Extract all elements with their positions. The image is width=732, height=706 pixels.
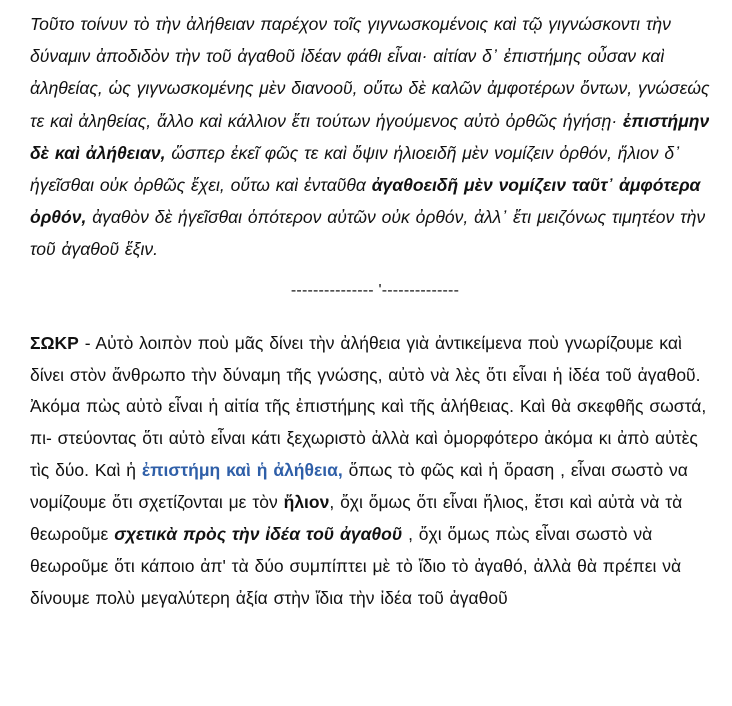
ancient-text-3: ἀγαθὸν δὲ ἡγεῖσθαι ὁπότερον αὐτῶν οὐκ ὀρθόν, ἀλλ᾽ ἔτι μειζόνως τιμητέον τὴν τοῦ ἀγαθοῦ ἕξιν.: [30, 207, 706, 260]
document-page: [30, 8, 720, 615]
modern-text-1: - Αὐτὸ λοιπὸν ποὺ μᾶς δίνει τὴν ἀλήθεια γιὰ ἀντικείμενα ποὺ γνωρίζουμε καὶ δίνει στὸν ἄνθρωπο τὴν δύναμη τῆς γνώσης, αὐτὸ νὰ λὲς ὅτι εἶναι ἡ ἰδέα τοῦ ἀγαθοῦ. Ἀκόμα πὼς αὐτὸ εἶναι ἡ αἰτία τῆς ἐπιστήμης καὶ τῆς ἀλήθειας. Καὶ θὰ σκεφθῆς σωστά, πι- στεύοντας ὅτι αὐτὸ εἶναι κάτι ξεχωριστὸ ἀλλὰ καὶ ὀμορφότερο ἀκόμα κι ἀπὸ αὐτὲς τὶς δύο. Καὶ ἡ: [30, 332, 707, 481]
ancient-text-2: ὥσπερ ἐκεῖ φῶς τε καὶ ὄψιν ἡλιοειδῆ μὲν νομίζειν ὀρθόν, ἥλιον δ᾽ ἡγεῖσθαι οὐκ ὀρθῶς ἔχει, οὕτω καὶ ἐνταῦθα: [30, 142, 680, 196]
modern-text-2: ὅπως τὸ φῶς καὶ ἡ ὅραση , εἶναι σωστὸ να νομίζουμε ὅτι σχετίζονται με τὸν: [30, 460, 688, 513]
modern-text-3: , ὄχι ὅμως ὅτι εἶναι ἥλιος, ἔτσι καὶ αὐτὰ νὰ τὰ θεωροῦμε: [30, 492, 683, 545]
modern-bold-helios: ἥλιον: [283, 492, 330, 513]
modern-text-4: , ὄχι ὅμως πὼς εἶναι σωστὸ νὰ θεωροῦμε ὅτι κάποιο ἀπ' τὰ δύο συμπίπτει μὲ τὸ ἴδιο τὸ ἀγαθό, ἀλλὰ θὰ πρέπει νὰ δίνουμε πολὺ μεγαλύτερη ἀξία στὴν ἴδια τὴν ἰδέα τοῦ ἀγαθοῦ: [30, 524, 682, 608]
ancient-greek-paragraph: [30, 8, 720, 266]
ancient-bold-1: ἐπιστήμην δὲ καὶ ἀλήθειαν,: [30, 110, 710, 163]
ancient-bold-2: ἀγαθοειδῆ μὲν νομίζειν ταῦτ᾽ ἀμφότερα ὀρθόν,: [30, 175, 701, 228]
highlight-blue-text: ἐπιστήμη καὶ ἡ ἀλήθεια,: [141, 460, 343, 481]
speaker-label: ΣΩΚΡ: [30, 332, 79, 353]
modern-bold-italic-phrase: σχετικὰ πρὸς τὴν ἰδέα τοῦ ἀγαθοῦ: [114, 524, 403, 545]
section-divider: --------------- '--------------: [290, 281, 460, 299]
modern-greek-paragraph: [30, 328, 720, 615]
ancient-text-1: Τοῦτο τοίνυν τὸ τὴν ἀλήθειαν παρέχον τοῖς γιγνωσκομένοις καὶ τῷ γιγνώσκοντι τὴν δύναμιν ἀποδιδὸν τὴν τοῦ ἀγαθοῦ ἰδέαν φάθι εἶναι· αἰτίαν δ᾽ ἐπιστήμης οὖσαν καὶ ἀληθείας, ὡς γιγνωσκομένης μὲν διανοοῦ, οὕτω δὲ καλῶν ἀμφοτέρων ὄντων, γνώσεώς τε καὶ ἀληθείας, ἄλλο καὶ κάλλιον ἔτι τούτων ἡγούμενος αὐτὸ ὀρθῶς ἡγήσῃ·: [30, 14, 710, 131]
